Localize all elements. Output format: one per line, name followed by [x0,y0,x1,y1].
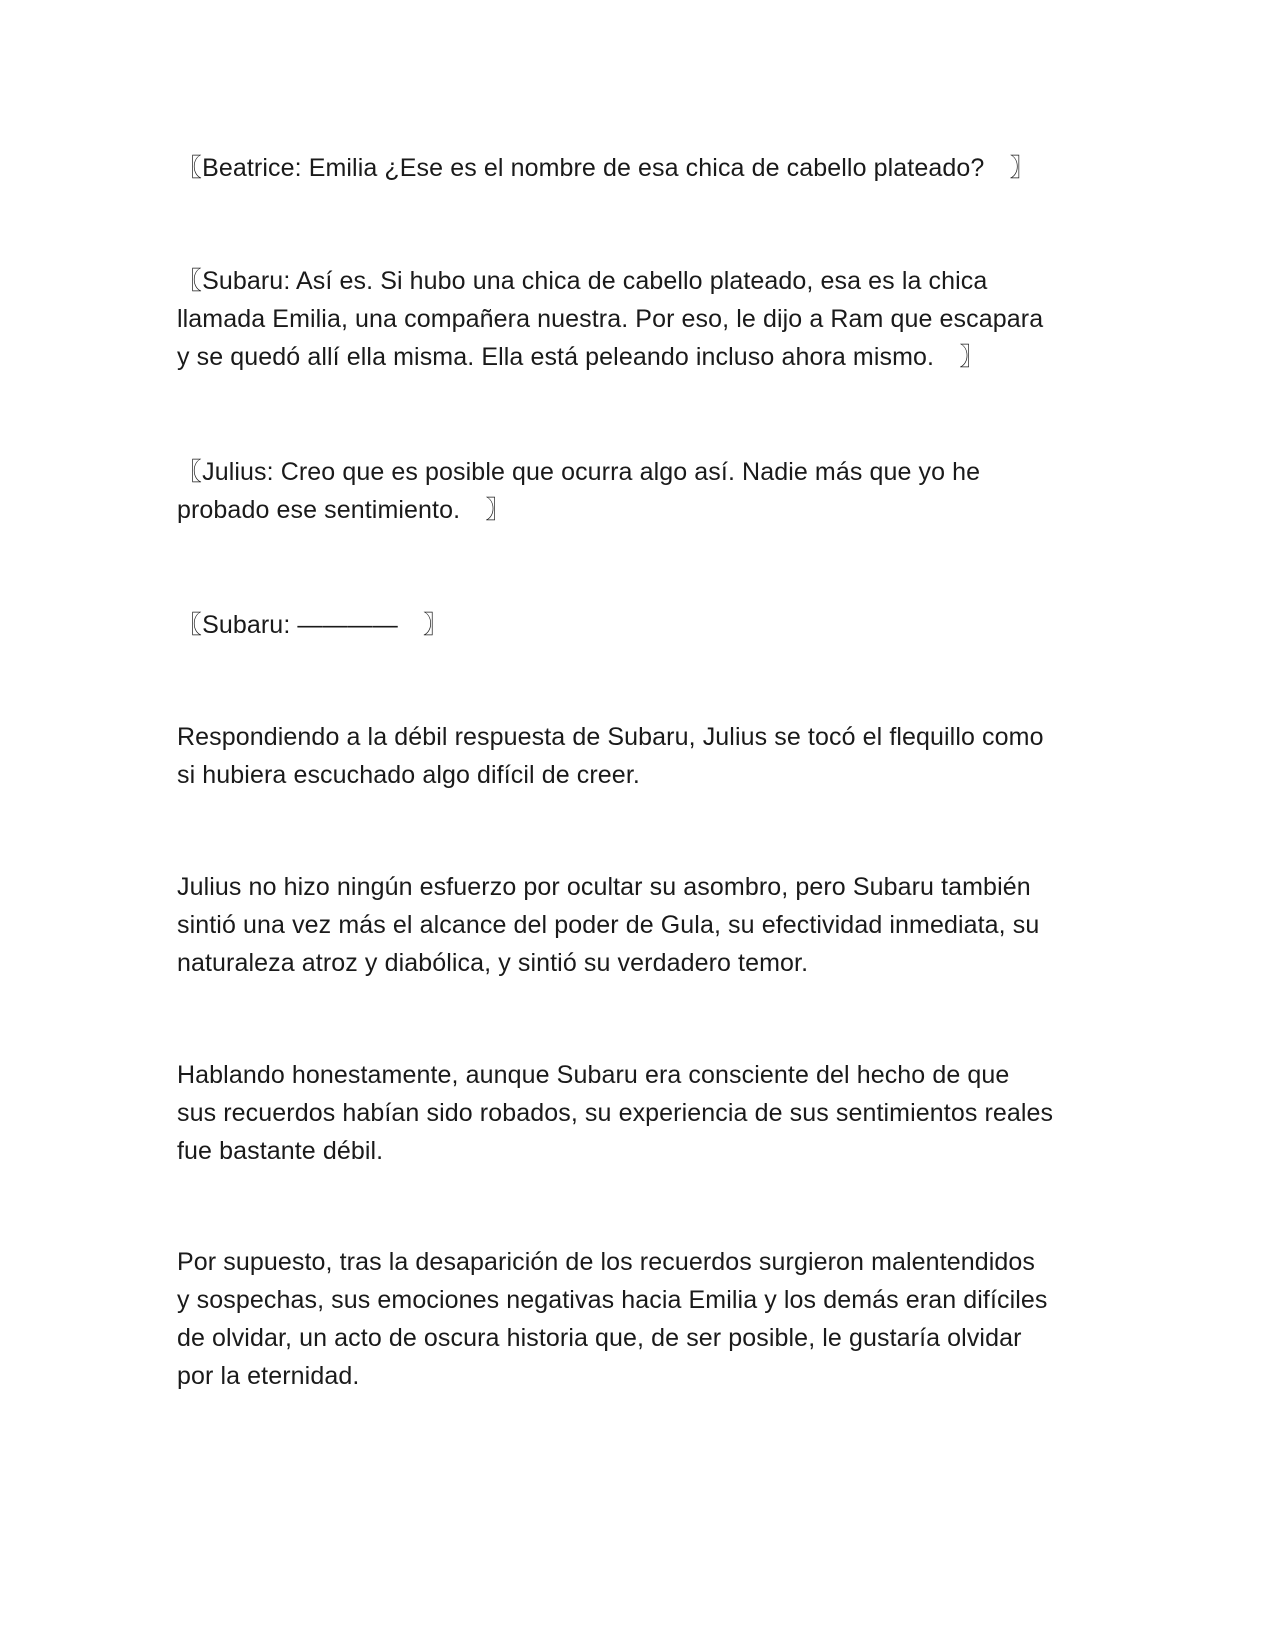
narration-paragraph-1: Respondiendo a la débil respuesta de Subaru, Julius se tocó el flequillo como si hubiera escuchado algo difícil de creer. [177,723,1044,789]
narration-paragraph-2: Julius no hizo ningún esfuerzo por ocultar su asombro, pero Subaru también sintió una vez más el alcance del poder de Gula, su efectividad inmediata, su naturaleza atroz y diabólica, y sintió su verdadero temor. [177,873,1040,977]
dialogue-beatrice: 〖Beatrice: Emilia ¿Ese es el nombre de esa chica de cabello plateado? 〗 [177,154,1035,182]
dialogue-julius: 〖Julius: Creo que es posible que ocurra algo así. Nadie más que yo he probado ese sentimiento. 〗 [177,458,981,524]
dialogue-subaru-1: 〖Subaru: Así es. Si hubo una chica de cabello plateado, esa es la chica llamada Emilia, una compañera nuestra. Por eso, le dijo a Ram que escapara y se quedó allí ella misma. Ella está peleando incluso ahora mismo. 〗 [177,267,1044,371]
narration-paragraph-3: Hablando honestamente, aunque Subaru era consciente del hecho de que sus recuerdos habían sido robados, su experiencia de sus sentimientos reales fue bastante débil. [177,1061,1054,1165]
dialogue-subaru-2: 〖Subaru: ———— 〗 [177,611,449,639]
document-page [177,0,1107,1650]
narration-paragraph-4: Por supuesto, tras la desaparición de los recuerdos surgieron malentendidos y sospechas, sus emociones negativas hacia Emilia y los demás eran difíciles de olvidar, un acto de oscura historia que, de ser posible, le gustaría olvidar por la eternidad. [177,1248,1048,1390]
